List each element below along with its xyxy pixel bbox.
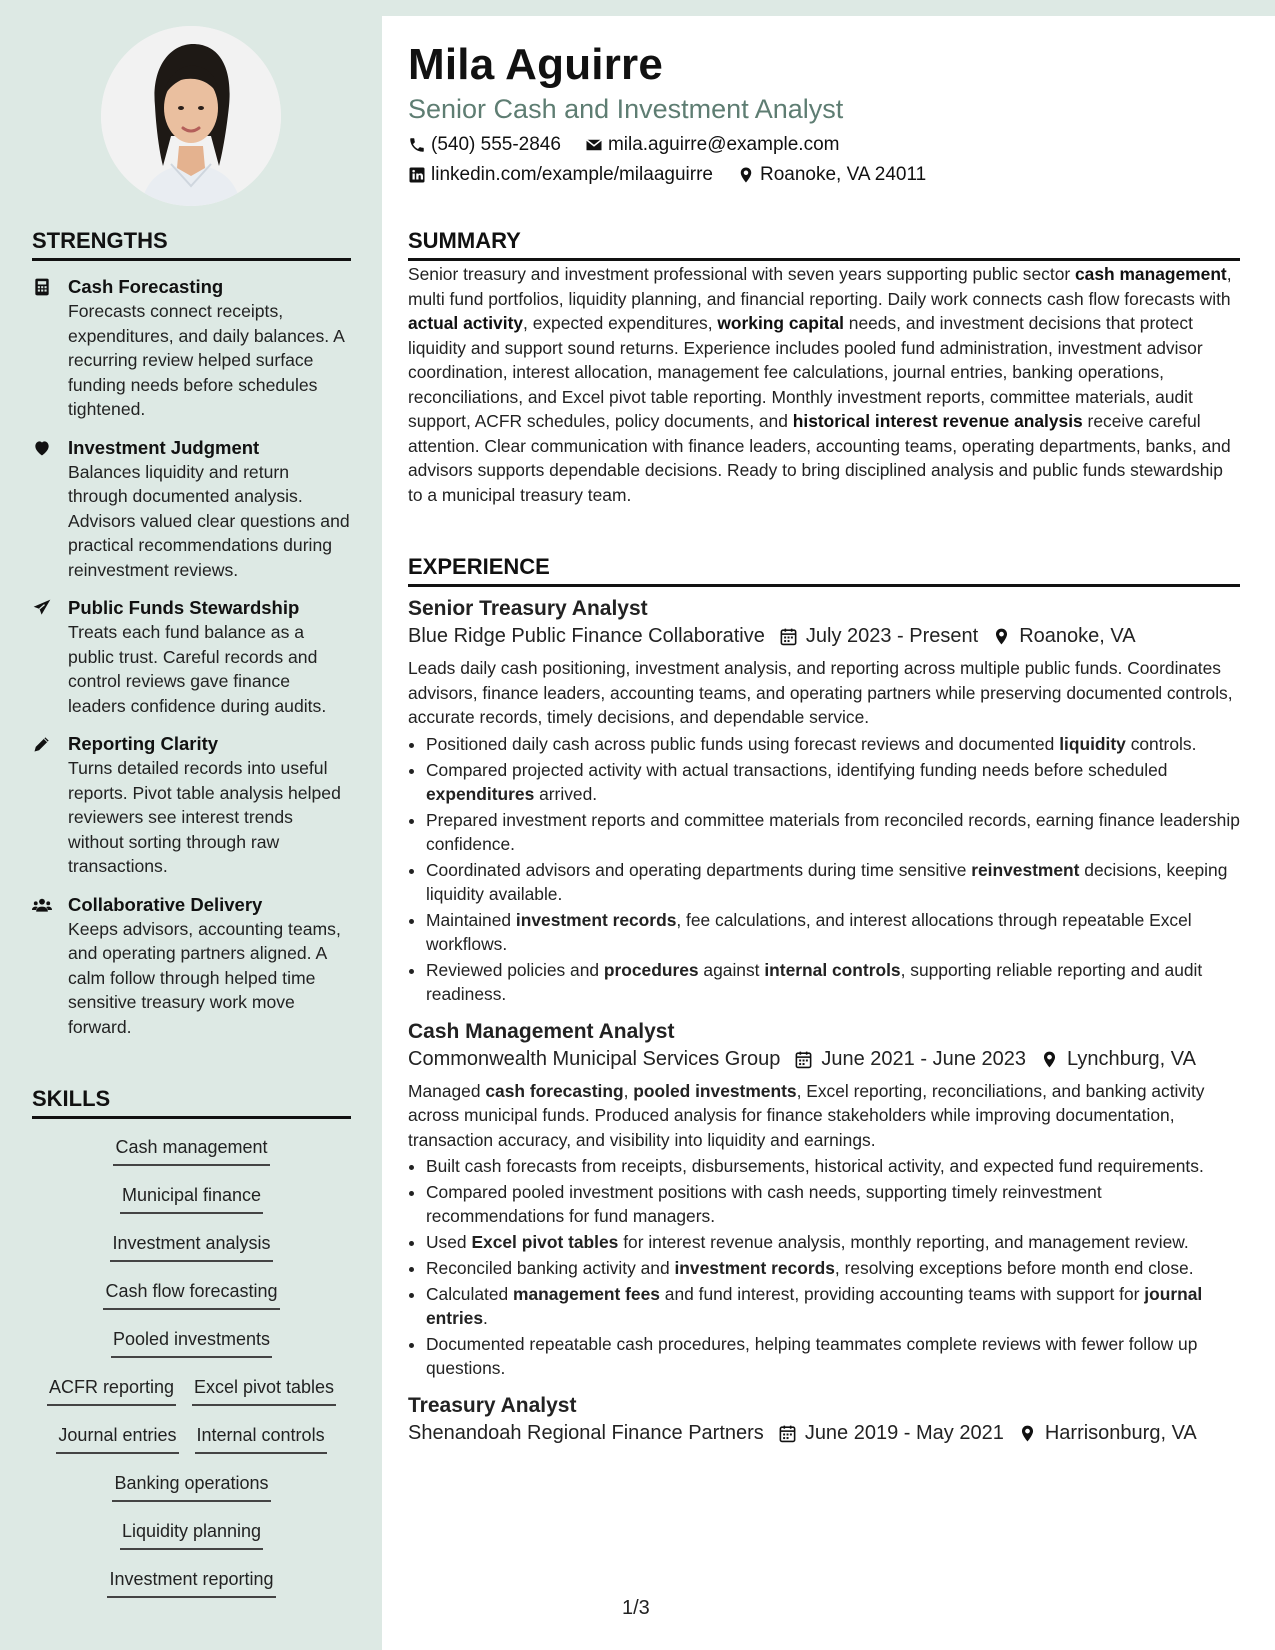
experience-heading: EXPERIENCE <box>408 554 1240 587</box>
skill-tag: Liquidity planning <box>120 1517 263 1550</box>
text-run: , fee calculations, and interest allocations through repeatable Excel workflows. <box>426 909 1192 954</box>
location-text: Roanoke, VA 24011 <box>759 164 927 185</box>
calendar-icon <box>779 627 798 646</box>
job-dates <box>779 625 978 648</box>
strength-description: Forecasts connect receipts, expenditures, and daily balances. A recurring review helped surface funding needs before schedules tightened. <box>68 301 344 419</box>
heart-icon <box>32 436 52 583</box>
job-bullets <box>408 732 1240 1006</box>
bullet-item <box>426 908 1240 956</box>
text-run: , resolving exceptions before month end close. <box>834 1258 1194 1278</box>
page-indicator: 1/3 <box>622 1597 650 1619</box>
job-entry <box>408 597 1240 1006</box>
users-icon <box>32 893 52 1040</box>
bullet-item <box>426 758 1240 806</box>
text-run: decisions, keeping liquidity available. <box>426 859 1228 904</box>
strength-item <box>32 732 351 879</box>
text-run: Senior treasury and investment professional with seven years supporting public sector <box>408 264 1075 284</box>
bullet-item <box>426 808 1240 856</box>
text-run: Prepared investment reports and committee materials from reconciled records, earning finance leadership confidence. <box>426 809 1240 854</box>
text-run: against <box>698 959 765 980</box>
pencil-icon <box>32 732 52 879</box>
text-run: Coordinated advisors and operating departments during time sensitive <box>426 859 972 880</box>
job-entry <box>408 1394 1240 1445</box>
text-run: , Excel reporting, reconciliations, and banking activity across municipal funds. Produced analysis for finance stakeholders while improving documentation, transaction accuracy, and visibility into liquidity and earnings. <box>408 1080 1205 1150</box>
job-description <box>408 656 1240 730</box>
skills-heading: SKILLS <box>32 1086 351 1119</box>
bold-keyword: management fees <box>513 1284 660 1304</box>
map-pin-icon <box>1040 1050 1059 1069</box>
job-title: Treasury Analyst <box>408 1394 577 1417</box>
bold-keyword: investment records <box>674 1258 835 1278</box>
email-contact[interactable] <box>585 134 840 156</box>
map-pin-icon <box>992 627 1011 646</box>
candidate-name: Mila Aguirre <box>408 40 664 89</box>
skill-tag: Investment reporting <box>107 1565 275 1598</box>
skills-section <box>32 1086 351 1613</box>
strength-title: Public Funds Stewardship <box>68 597 300 618</box>
skill-tag: Banking operations <box>112 1469 270 1502</box>
bold-keyword: expenditures <box>426 783 535 804</box>
text-run: . <box>483 1308 488 1328</box>
job-dates <box>794 1048 1026 1071</box>
strength-item <box>32 596 351 718</box>
map-pin-icon <box>737 166 755 184</box>
text-run: Calculated <box>426 1284 514 1304</box>
strength-title: Cash Forecasting <box>68 276 224 297</box>
email-text: mila.aguirre@example.com <box>607 134 840 155</box>
job-description <box>408 1079 1240 1153</box>
strength-description: Turns detailed records into useful reports. Pivot table analysis helped reviewers see interest trends without sorting through raw transactions. <box>68 758 341 876</box>
bold-keyword: pooled investments <box>633 1080 797 1101</box>
text-run: receive careful attention. Clear communication with finance leaders, accounting teams, operating departments, banks, and advisors supports dependable decisions. Ready to bring disciplined analysis and public funds stewardship to a municipal treasury team. <box>408 411 1231 505</box>
strengths-section <box>32 228 351 1039</box>
strengths-list <box>32 275 351 1039</box>
text-run: , supporting reliable reporting and audit readiness. <box>426 959 1203 1004</box>
bold-keyword: liquidity <box>1059 733 1126 754</box>
bold-keyword: reinvestment <box>971 859 1080 880</box>
company-name: Commonwealth Municipal Services Group <box>408 1047 781 1070</box>
calendar-icon <box>778 1424 797 1443</box>
strength-description: Treats each fund balance as a public trust. Careful records and control reviews gave finance leaders confidence during audits. <box>68 622 327 716</box>
job-location <box>1040 1048 1196 1071</box>
bullet-item <box>426 858 1240 906</box>
text-run: Managed <box>408 1080 486 1101</box>
strength-title: Reporting Clarity <box>68 733 219 754</box>
sidebar <box>0 0 382 1650</box>
strength-item <box>32 436 351 583</box>
linkedin-text: linkedin.com/example/milaaguirre <box>431 164 713 185</box>
skill-tag: ACFR reporting <box>47 1373 176 1406</box>
strength-title: Collaborative Delivery <box>68 893 263 915</box>
job-dates-text: June 2021 - June 2023 <box>821 1047 1026 1070</box>
envelope-icon <box>585 136 603 154</box>
company-name: Shenandoah Regional Finance Partners <box>408 1422 764 1444</box>
jobs-list <box>408 597 1240 1445</box>
bold-keyword: internal controls <box>764 959 901 980</box>
job-meta <box>408 1048 1240 1071</box>
job-dates-text: June 2019 - May 2021 <box>804 1422 1004 1444</box>
skill-tag: Investment analysis <box>110 1229 272 1262</box>
skill-tag: Pooled investments <box>111 1325 272 1358</box>
job-entry <box>408 1020 1240 1381</box>
skill-tag: Excel pivot tables <box>192 1373 336 1406</box>
bullet-item <box>426 1180 1240 1228</box>
bold-keyword: journal entries <box>426 1284 1203 1328</box>
candidate-role: Senior Cash and Investment Analyst <box>408 94 844 124</box>
bold-keyword: investment records <box>515 909 677 930</box>
summary-section <box>408 228 1240 261</box>
map-pin-icon <box>1018 1424 1037 1443</box>
skill-tag: Municipal finance <box>120 1181 263 1214</box>
text-run: Maintained <box>426 909 516 930</box>
text-run: for interest revenue analysis, monthly reporting, and management review. <box>618 1232 1189 1252</box>
location-contact <box>737 164 926 186</box>
bullet-item <box>426 732 1240 756</box>
bullet-item <box>426 1154 1240 1178</box>
calendar-icon <box>794 1050 813 1069</box>
text-run: Compared pooled investment positions with cash needs, supporting timely reinvestment recommendations for fund managers. <box>426 1182 1102 1226</box>
text-run: Used <box>426 1232 472 1252</box>
text-run: needs, and investment decisions that protect liquidity and support sound returns. Experience includes pooled fund administration, investment advisor coordination, interest allocation, management fee calculations, journal entries, banking operations, reconciliations, and Excel pivot table reporting. Monthly investment reports, committee materials, audit support, ACFR schedules, policy documents, and <box>408 313 1203 431</box>
strength-description: Keeps advisors, accounting teams, and operating partners aligned. A calm follow through helped time sensitive treasury work move forward. <box>68 918 341 1037</box>
text-run: Leads daily cash positioning, investment analysis, and reporting across multiple public funds. Coordinates advisors, finance leaders, accounting teams, and operating partners while preserving documented controls, accurate records, timely decisions, and dependable service. <box>408 658 1233 727</box>
text-run: Reviewed policies and <box>426 959 604 980</box>
contact-line-2 <box>408 164 944 186</box>
linkedin-contact[interactable] <box>408 164 713 186</box>
bold-keyword: cash management <box>1074 264 1227 284</box>
bullet-item <box>426 1282 1240 1330</box>
job-meta <box>408 625 1240 648</box>
linkedin-icon <box>408 166 426 184</box>
job-location-text: Harrisonburg, VA <box>1044 1422 1197 1444</box>
contact-line-1 <box>408 134 857 156</box>
summary-text <box>408 262 1240 507</box>
text-run: Built cash forecasts from receipts, disbursements, historical activity, and expected fund requirements. <box>426 1156 1204 1176</box>
job-location <box>1018 1422 1197 1445</box>
phone-contact[interactable] <box>408 134 561 156</box>
skill-tag: Internal controls <box>195 1421 327 1454</box>
skills-list <box>32 1133 351 1613</box>
bullet-item <box>426 1230 1240 1254</box>
paper-plane-icon <box>32 596 52 718</box>
profile-photo <box>101 26 281 206</box>
job-bullets <box>408 1154 1240 1380</box>
phone-icon <box>408 136 426 154</box>
skill-tag: Cash flow forecasting <box>103 1277 279 1310</box>
job-location <box>992 625 1135 648</box>
summary-heading: SUMMARY <box>408 228 1240 261</box>
job-title: Cash Management Analyst <box>408 1019 675 1043</box>
calculator-icon <box>32 275 52 422</box>
text-run: arrived. <box>534 783 598 804</box>
text-run: Compared projected activity with actual transactions, identifying funding needs before scheduled <box>426 759 1168 780</box>
bullet-item <box>426 958 1240 1006</box>
bold-keyword: cash forecasting <box>485 1080 624 1101</box>
company-name: Blue Ridge Public Finance Collaborative <box>408 625 765 647</box>
text-run: Positioned daily cash across public funds using forecast reviews and documented <box>426 733 1060 754</box>
text-run: controls. <box>1125 733 1197 754</box>
text-run: and fund interest, providing accounting teams with support for <box>659 1284 1145 1304</box>
job-meta <box>408 1422 1240 1445</box>
bold-keyword: Excel pivot tables <box>471 1232 619 1252</box>
strength-item <box>32 275 351 422</box>
strength-title: Investment Judgment <box>68 436 260 458</box>
bullet-item <box>426 1256 1240 1280</box>
bullet-item <box>426 1332 1240 1380</box>
job-location-text: Lynchburg, VA <box>1066 1047 1196 1070</box>
phone-text: (540) 555-2846 <box>431 134 561 155</box>
strength-item <box>32 893 351 1040</box>
skill-tag: Journal entries <box>56 1421 178 1454</box>
strengths-heading: STRENGTHS <box>32 228 351 261</box>
text-run: Documented repeatable cash procedures, helping teammates complete reviews with fewer follow up questions. <box>426 1334 1198 1378</box>
job-title: Senior Treasury Analyst <box>408 597 648 620</box>
text-run: , expected expenditures, <box>523 313 718 333</box>
bold-keyword: actual activity <box>408 313 524 333</box>
experience-section <box>408 554 1240 1445</box>
job-dates-text: July 2023 - Present <box>805 625 979 647</box>
text-run: , multi fund portfolios, liquidity planning, and financial reporting. Daily work connects cash flow forecasts with <box>408 264 1232 309</box>
job-dates <box>778 1422 1004 1445</box>
bold-keyword: working capital <box>717 313 844 333</box>
strength-description: Balances liquidity and return through documented analysis. Advisors valued clear questions and practical recommendations during reinvestment reviews. <box>68 461 350 580</box>
text-run: Reconciled banking activity and <box>426 1258 675 1278</box>
profile-photo-illustration <box>101 26 281 206</box>
bold-keyword: historical interest revenue analysis <box>792 411 1083 431</box>
job-location-text: Roanoke, VA <box>1019 625 1136 647</box>
text-run: , <box>623 1080 634 1101</box>
skill-tag: Cash management <box>113 1133 269 1166</box>
bold-keyword: procedures <box>603 959 699 980</box>
